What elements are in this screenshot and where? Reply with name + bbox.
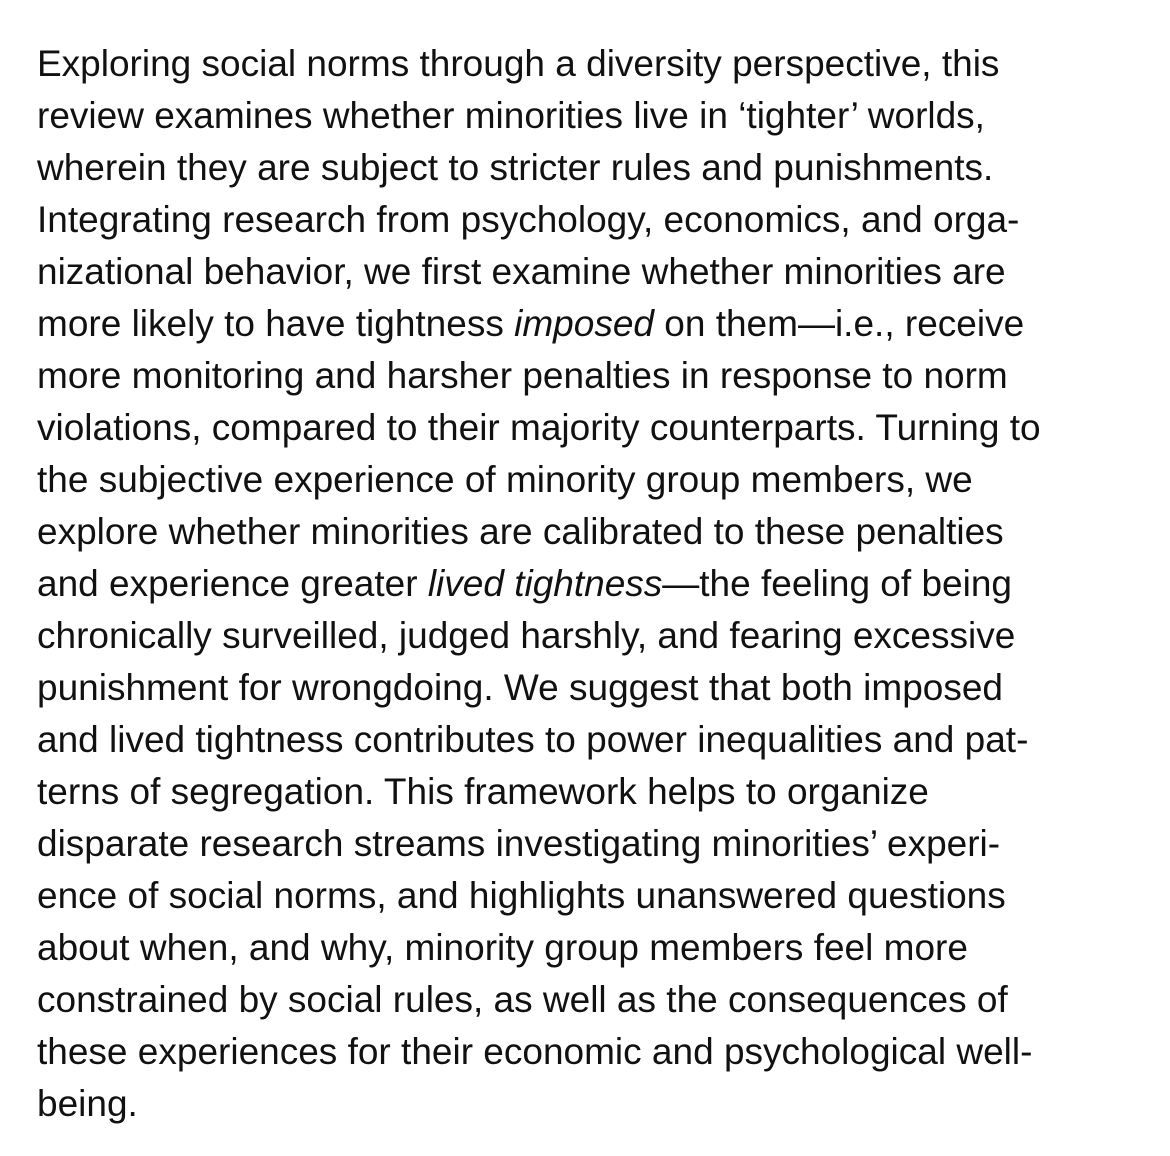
text-line: being. — [37, 1083, 138, 1124]
text-line: Integrating research from psychology, economics, and orga- — [37, 199, 1020, 240]
text-line: terns of segregation. This framework helps to organize — [37, 771, 929, 812]
text-line: disparate research streams investigating minorities’ experi- — [37, 823, 1001, 864]
italic-term-lived-tightness: lived tightness — [427, 563, 663, 604]
text-line: punishment for wrongdoing. We suggest that both imposed — [37, 667, 1004, 708]
text-line: Exploring social norms through a diversity perspective, this — [37, 43, 1000, 84]
text-line: more monitoring and harsher penalties in response to norm — [37, 355, 1008, 396]
text-line: more likely to have tightness imposed on them—i.e., receive — [37, 303, 1025, 344]
text-line: wherein they are subject to stricter rules and punishments. — [37, 147, 994, 188]
text-line: violations, compared to their majority counterparts. Turning to — [37, 407, 1041, 448]
text-line: chronically surveilled, judged harshly, and fearing excessive — [37, 615, 1016, 656]
text-line: these experiences for their economic and psychological well- — [37, 1031, 1033, 1072]
text-line: and lived tightness contributes to power inequalities and pat- — [37, 719, 1029, 760]
text-line: about when, and why, minority group members feel more — [37, 927, 968, 968]
text-line: explore whether minorities are calibrated to these penalties — [37, 511, 1004, 552]
text-line: the subjective experience of minority group members, we — [37, 459, 973, 500]
text-line: review examines whether minorities live in ‘tighter’ worlds, — [37, 95, 985, 136]
text-line: nizational behavior, we first examine whether minorities are — [37, 251, 1006, 292]
text-line: constrained by social rules, as well as the consequences of — [37, 979, 1008, 1020]
abstract-paragraph — [37, 38, 1157, 1130]
text-line: ence of social norms, and highlights unanswered questions — [37, 875, 1006, 916]
italic-term-imposed: imposed — [514, 303, 654, 344]
text-line: and experience greater lived tightness—the feeling of being — [37, 563, 1012, 604]
